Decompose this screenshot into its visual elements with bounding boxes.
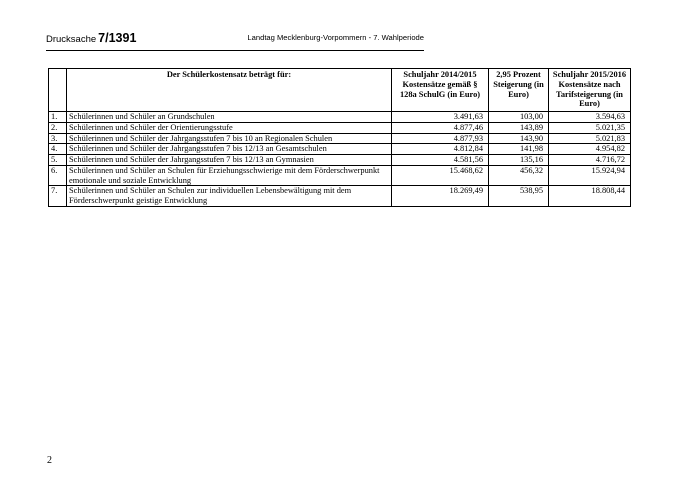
row-description: Schülerinnen und Schüler der Orientierungsstufe [67, 122, 392, 133]
row-description: Schülerinnen und Schüler an Grundschulen [67, 112, 392, 123]
row-rate-2014: 18.269,49 [392, 186, 489, 207]
row-increase: 141,98 [489, 144, 549, 155]
table-row [49, 155, 631, 166]
row-description: Schülerinnen und Schüler der Jahrgangsstufen 7 bis 10 an Regionalen Schulen [67, 133, 392, 144]
row-rate-2014: 4.877,46 [392, 122, 489, 133]
header-rate-2015: Schuljahr 2015/2016 Kostensätze nach Tarifsteigerung (in Euro) [549, 69, 631, 112]
table-row [49, 133, 631, 144]
parliament-label: Landtag Mecklenburg-Vorpommern - 7. Wahlperiode [247, 33, 424, 42]
header-rate-2014: Schuljahr 2014/2015 Kostensätze gemäß § 128a SchulG (in Euro) [392, 69, 489, 112]
row-increase: 456,32 [489, 165, 549, 186]
row-rate-2015: 3.594,63 [549, 112, 631, 123]
row-rate-2015: 15.924,94 [549, 165, 631, 186]
row-rate-2015: 18.808,44 [549, 186, 631, 207]
row-description: Schülerinnen und Schüler an Schulen für Erziehungsschwierige mit dem Förderschwerpunkt emotionale und soziale Entwicklung [67, 165, 392, 186]
table-header-row [49, 69, 631, 112]
row-index: 4. [49, 144, 67, 155]
row-rate-2014: 3.491,63 [392, 112, 489, 123]
document-number-value: 7/1391 [98, 31, 137, 45]
header-increase: 2,95 Prozent Steigerung (in Euro) [489, 69, 549, 112]
row-rate-2015: 4.716,72 [549, 155, 631, 166]
row-increase: 103,00 [489, 112, 549, 123]
row-index: 3. [49, 133, 67, 144]
row-index: 7. [49, 186, 67, 207]
table-row [49, 122, 631, 133]
document-number [46, 31, 136, 45]
row-rate-2015: 5.021,83 [549, 133, 631, 144]
row-description: Schülerinnen und Schüler an Schulen zur individuellen Lebensbewältigung mit dem Förderschwerpunkt geistige Entwicklung [67, 186, 392, 207]
row-index: 6. [49, 165, 67, 186]
row-rate-2015: 4.954,82 [549, 144, 631, 155]
row-index: 1. [49, 112, 67, 123]
row-rate-2014: 4.812,84 [392, 144, 489, 155]
row-increase: 135,16 [489, 155, 549, 166]
page-number: 2 [47, 455, 52, 466]
row-increase: 538,95 [489, 186, 549, 207]
row-increase: 143,89 [489, 122, 549, 133]
table-row [49, 144, 631, 155]
header-index [49, 69, 67, 112]
page-header [46, 28, 424, 51]
row-rate-2014: 15.468,62 [392, 165, 489, 186]
table-row [49, 112, 631, 123]
row-rate-2014: 4.581,56 [392, 155, 489, 166]
student-cost-table [48, 68, 631, 207]
row-increase: 143,90 [489, 133, 549, 144]
table-row [49, 165, 631, 186]
row-index: 2. [49, 122, 67, 133]
table-row [49, 186, 631, 207]
row-index: 5. [49, 155, 67, 166]
row-description: Schülerinnen und Schüler der Jahrgangsstufen 7 bis 12/13 an Gymnasien [67, 155, 392, 166]
document-prefix: Drucksache [46, 34, 97, 45]
row-description: Schülerinnen und Schüler der Jahrgangsstufen 7 bis 12/13 an Gesamtschulen [67, 144, 392, 155]
row-rate-2014: 4.877,93 [392, 133, 489, 144]
row-rate-2015: 5.021,35 [549, 122, 631, 133]
header-description: Der Schülerkostensatz beträgt für: [67, 69, 392, 112]
